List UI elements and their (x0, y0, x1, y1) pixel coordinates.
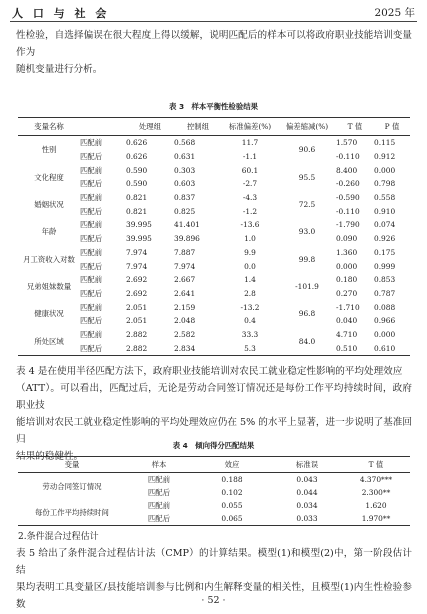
table-cell: -2.7 (242, 179, 258, 189)
table-row (18, 300, 410, 314)
text-line: 能培训对农民工就业稳定性影响的平均处理效应仍在 5% 的水平上显著，进一步说明了基准回归 (16, 417, 412, 445)
sample-label: 匹配后 (80, 316, 103, 326)
sample-label: 匹配前 (80, 220, 103, 230)
column-header: T 值 (342, 457, 410, 473)
sample-label: 匹配前 (80, 165, 103, 175)
psm-result-table (18, 456, 410, 526)
table-cell: 2.641 (174, 288, 196, 298)
sample-label: 匹配后 (80, 234, 103, 244)
text-line: 结果的稳健性。 (16, 451, 84, 462)
table-cell: -1.2 (242, 206, 258, 216)
table-cell: 0.999 (374, 261, 396, 271)
table-cell: 39.995 (126, 220, 152, 230)
table-cell: 0.180 (336, 275, 358, 285)
table-cell: -0.590 (336, 193, 360, 203)
table-row (18, 499, 410, 512)
table-cell: 0.926 (374, 234, 396, 244)
table-cell: 0.188 (221, 475, 243, 484)
sample-label: 匹配后 (80, 288, 103, 298)
sample-label: 匹配前 (80, 275, 103, 285)
table-cell: 0.175 (374, 247, 396, 257)
table-cell: 2.882 (126, 329, 148, 339)
table-cell: 0.603 (174, 179, 196, 189)
table-cell: 1.360 (336, 247, 358, 257)
table-cell: 0.590 (126, 179, 148, 189)
table-cell: 4.710 (336, 329, 358, 339)
table-cell: 7.974 (174, 261, 196, 271)
page-number: · 52 · (201, 595, 226, 606)
table-cell: 0.626 (126, 152, 148, 162)
table-row (18, 273, 410, 287)
table-cell: 1.970** (361, 514, 391, 523)
table-cell: -1.1 (242, 152, 258, 162)
table-cell: 1.570 (336, 138, 358, 148)
table-cell: 0.568 (174, 138, 196, 148)
table-cell: 0.966 (374, 316, 396, 326)
table-cell: 0.610 (374, 343, 396, 353)
text-line: 果均表明工具变量区/县技能培训参与比例和内生解释变量的相关性，且模型(1)内生性检验参数 (16, 582, 412, 610)
sample-label: 匹配后 (147, 514, 171, 523)
table-cell: 0.4 (244, 316, 256, 326)
bias-reduction: 95.5 (298, 172, 316, 182)
table3-caption: 表 3 样本平衡性检验结果 (168, 102, 258, 111)
table-cell: 7.974 (126, 247, 148, 257)
table-cell: 7.974 (126, 261, 148, 271)
table-cell: 2.882 (126, 343, 148, 353)
table-cell: 1.0 (244, 234, 256, 244)
text-line: 表 5 给出了条件混合过程估计法（CMP）的计算结果。模型(1)和模型(2)中，第一阶段估计结 (16, 548, 412, 576)
variable-name: 所处区域 (34, 336, 64, 346)
table-cell: -0.110 (336, 152, 360, 162)
journal-name: 人 口 与 社 会 (12, 7, 110, 20)
bias-reduction: 90.6 (298, 145, 316, 155)
variable-name: 月工资收入对数 (23, 254, 75, 264)
table-cell: -1.710 (336, 302, 360, 312)
table-cell: 39.995 (126, 234, 152, 244)
table-cell: 0.033 (296, 514, 318, 523)
table-row (18, 191, 410, 205)
text-line: 随机变量进行分析。 (16, 64, 103, 75)
sample-label: 匹配前 (147, 475, 171, 484)
column-header: 效应 (192, 457, 272, 473)
table-cell: 0.090 (336, 234, 358, 244)
column-header: 标准误 (272, 457, 342, 473)
variable-name: 兄弟姐妹数量 (26, 282, 72, 292)
text-line: 性检验，自选择偏误在很大程度上得以缓解，说明匹配后的样本可以将政府职业技能培训变量作为 (16, 30, 412, 58)
table-cell: 0.821 (126, 193, 148, 203)
variable-name: 劳动合同签订情况 (42, 481, 102, 491)
table-cell: 0.055 (221, 501, 243, 510)
sample-label: 匹配后 (80, 261, 103, 271)
table-cell: 1.4 (244, 275, 256, 285)
bias-reduction: -101.9 (295, 282, 319, 292)
table-cell: 0.626 (126, 138, 148, 148)
table-cell: -13.2 (240, 302, 260, 312)
table-cell: 0.040 (336, 316, 358, 326)
table-header-row (18, 457, 410, 473)
page-header (10, 5, 417, 22)
table-header-row (18, 118, 410, 136)
table-cell: 1.620 (365, 501, 387, 510)
column-header: T 值 (336, 118, 374, 136)
table-cell: 2.8 (244, 288, 256, 298)
table-cell: 0.065 (221, 514, 243, 523)
table-cell: 2.300** (361, 488, 391, 497)
column-header: 样本 (126, 457, 192, 473)
table-cell: 0.115 (374, 138, 396, 148)
table-cell: 2.048 (174, 316, 196, 326)
table-cell: 0.044 (296, 488, 318, 497)
sample-label: 匹配前 (80, 138, 103, 148)
table-cell: 0.825 (174, 206, 196, 216)
table-cell: 2.051 (126, 302, 148, 312)
table-cell: 0.821 (126, 206, 148, 216)
sample-label: 匹配前 (80, 329, 103, 339)
variable-name: 婚姻状况 (34, 199, 64, 209)
table-cell: -13.6 (240, 220, 260, 230)
column-header: 控制组 (174, 118, 222, 136)
table-cell: 7.887 (174, 247, 196, 257)
journal-year: 2025 年 (374, 7, 415, 19)
table-cell: 11.7 (241, 138, 259, 148)
sample-label: 匹配前 (80, 193, 103, 203)
sample-label: 匹配后 (147, 488, 171, 497)
variable-name: 年龄 (41, 227, 57, 237)
table-cell: -1.790 (336, 220, 360, 230)
bias-reduction: 84.0 (298, 336, 316, 346)
variable-name: 健康状况 (34, 309, 64, 319)
sample-label: 匹配前 (147, 501, 171, 510)
intro-paragraph (16, 27, 412, 78)
table-cell: 0.798 (374, 179, 396, 189)
table-row (18, 218, 410, 232)
sample-label: 匹配后 (80, 152, 103, 162)
table-cell: 0.000 (374, 165, 396, 175)
table-cell: 0.837 (174, 193, 196, 203)
table-cell: 2.582 (174, 329, 196, 339)
variable-name: 性别 (41, 145, 57, 155)
table-cell: 60.1 (241, 165, 259, 175)
variable-name: 每份工作平均持续时间 (35, 507, 109, 517)
table-cell: 0.912 (374, 152, 396, 162)
table-cell: -0.110 (336, 206, 360, 216)
table-row (18, 163, 410, 177)
table-cell: 0.631 (174, 152, 196, 162)
table-cell: 0.590 (126, 165, 148, 175)
column-header: 标准偏差(%) (222, 118, 278, 136)
table-row (18, 246, 410, 260)
balance-test-table (18, 117, 410, 356)
table4-caption: 表 4 倾向得分匹配结果 (172, 441, 255, 450)
sample-label: 匹配后 (80, 343, 103, 353)
section-heading: 2.条件混合过程估计 (18, 532, 99, 542)
table-row (18, 328, 410, 342)
table-cell: 0.034 (296, 501, 318, 510)
column-header: 处理组 (126, 118, 174, 136)
table-cell: 0.303 (174, 165, 196, 175)
bias-reduction: 93.0 (298, 227, 316, 237)
table-row (18, 473, 410, 487)
table-cell: 2.692 (126, 288, 148, 298)
table-cell: 0.043 (296, 475, 318, 484)
table-cell: 5.3 (244, 343, 256, 353)
sample-label: 匹配前 (80, 302, 103, 312)
table-cell: 0.088 (374, 302, 396, 312)
table-cell: 9.9 (244, 247, 256, 257)
table-cell: 2.667 (174, 275, 196, 285)
table-cell: 0.853 (374, 275, 396, 285)
column-header: 偏差缩减(%) (278, 118, 336, 136)
column-header (80, 118, 126, 136)
column-header: 变量名称 (18, 118, 80, 136)
table-cell: 0.0 (244, 261, 256, 271)
column-header: P 值 (374, 118, 410, 136)
table-cell: 0.102 (221, 488, 243, 497)
table-cell: 2.692 (126, 275, 148, 285)
table-cell: 39.896 (174, 234, 200, 244)
table-row (18, 136, 410, 150)
table-cell: -0.260 (336, 179, 360, 189)
table-cell: 0.270 (336, 288, 358, 298)
variable-name: 文化程度 (34, 172, 64, 182)
text-line: 表 4 是在使用半径匹配方法下，政府职业技能培训对农民工就业稳定性影响的平均处理效应 (16, 366, 403, 377)
sample-label: 匹配前 (80, 247, 103, 257)
table-cell: 4.370*** (359, 475, 393, 484)
table-cell: 0.558 (374, 193, 396, 203)
bias-reduction: 96.8 (298, 309, 316, 319)
table-cell: 41.401 (174, 220, 200, 230)
table-cell: 0.074 (374, 220, 396, 230)
text-line: （ATT）。可以看出，匹配过后，无论是劳动合同签订情况还是每份工作平均持续时间，政府职业技 (16, 383, 412, 411)
table-cell: 2.159 (174, 302, 196, 312)
table-cell: 2.834 (174, 343, 196, 353)
table-cell: 0.000 (374, 329, 396, 339)
sample-label: 匹配后 (80, 206, 103, 216)
table-cell: -4.3 (242, 193, 258, 203)
table-cell: 0.000 (336, 261, 358, 271)
table-cell: 0.787 (374, 288, 396, 298)
table-cell: 0.910 (374, 206, 396, 216)
table-cell: 33.3 (241, 329, 259, 339)
sample-label: 匹配后 (80, 179, 103, 189)
bias-reduction: 72.5 (298, 199, 316, 209)
table-cell: 0.510 (336, 343, 358, 353)
table-cell: 2.051 (126, 316, 148, 326)
column-header: 变量 (18, 457, 126, 473)
table-cell: 8.400 (336, 165, 358, 175)
bias-reduction: 99.8 (298, 254, 316, 264)
